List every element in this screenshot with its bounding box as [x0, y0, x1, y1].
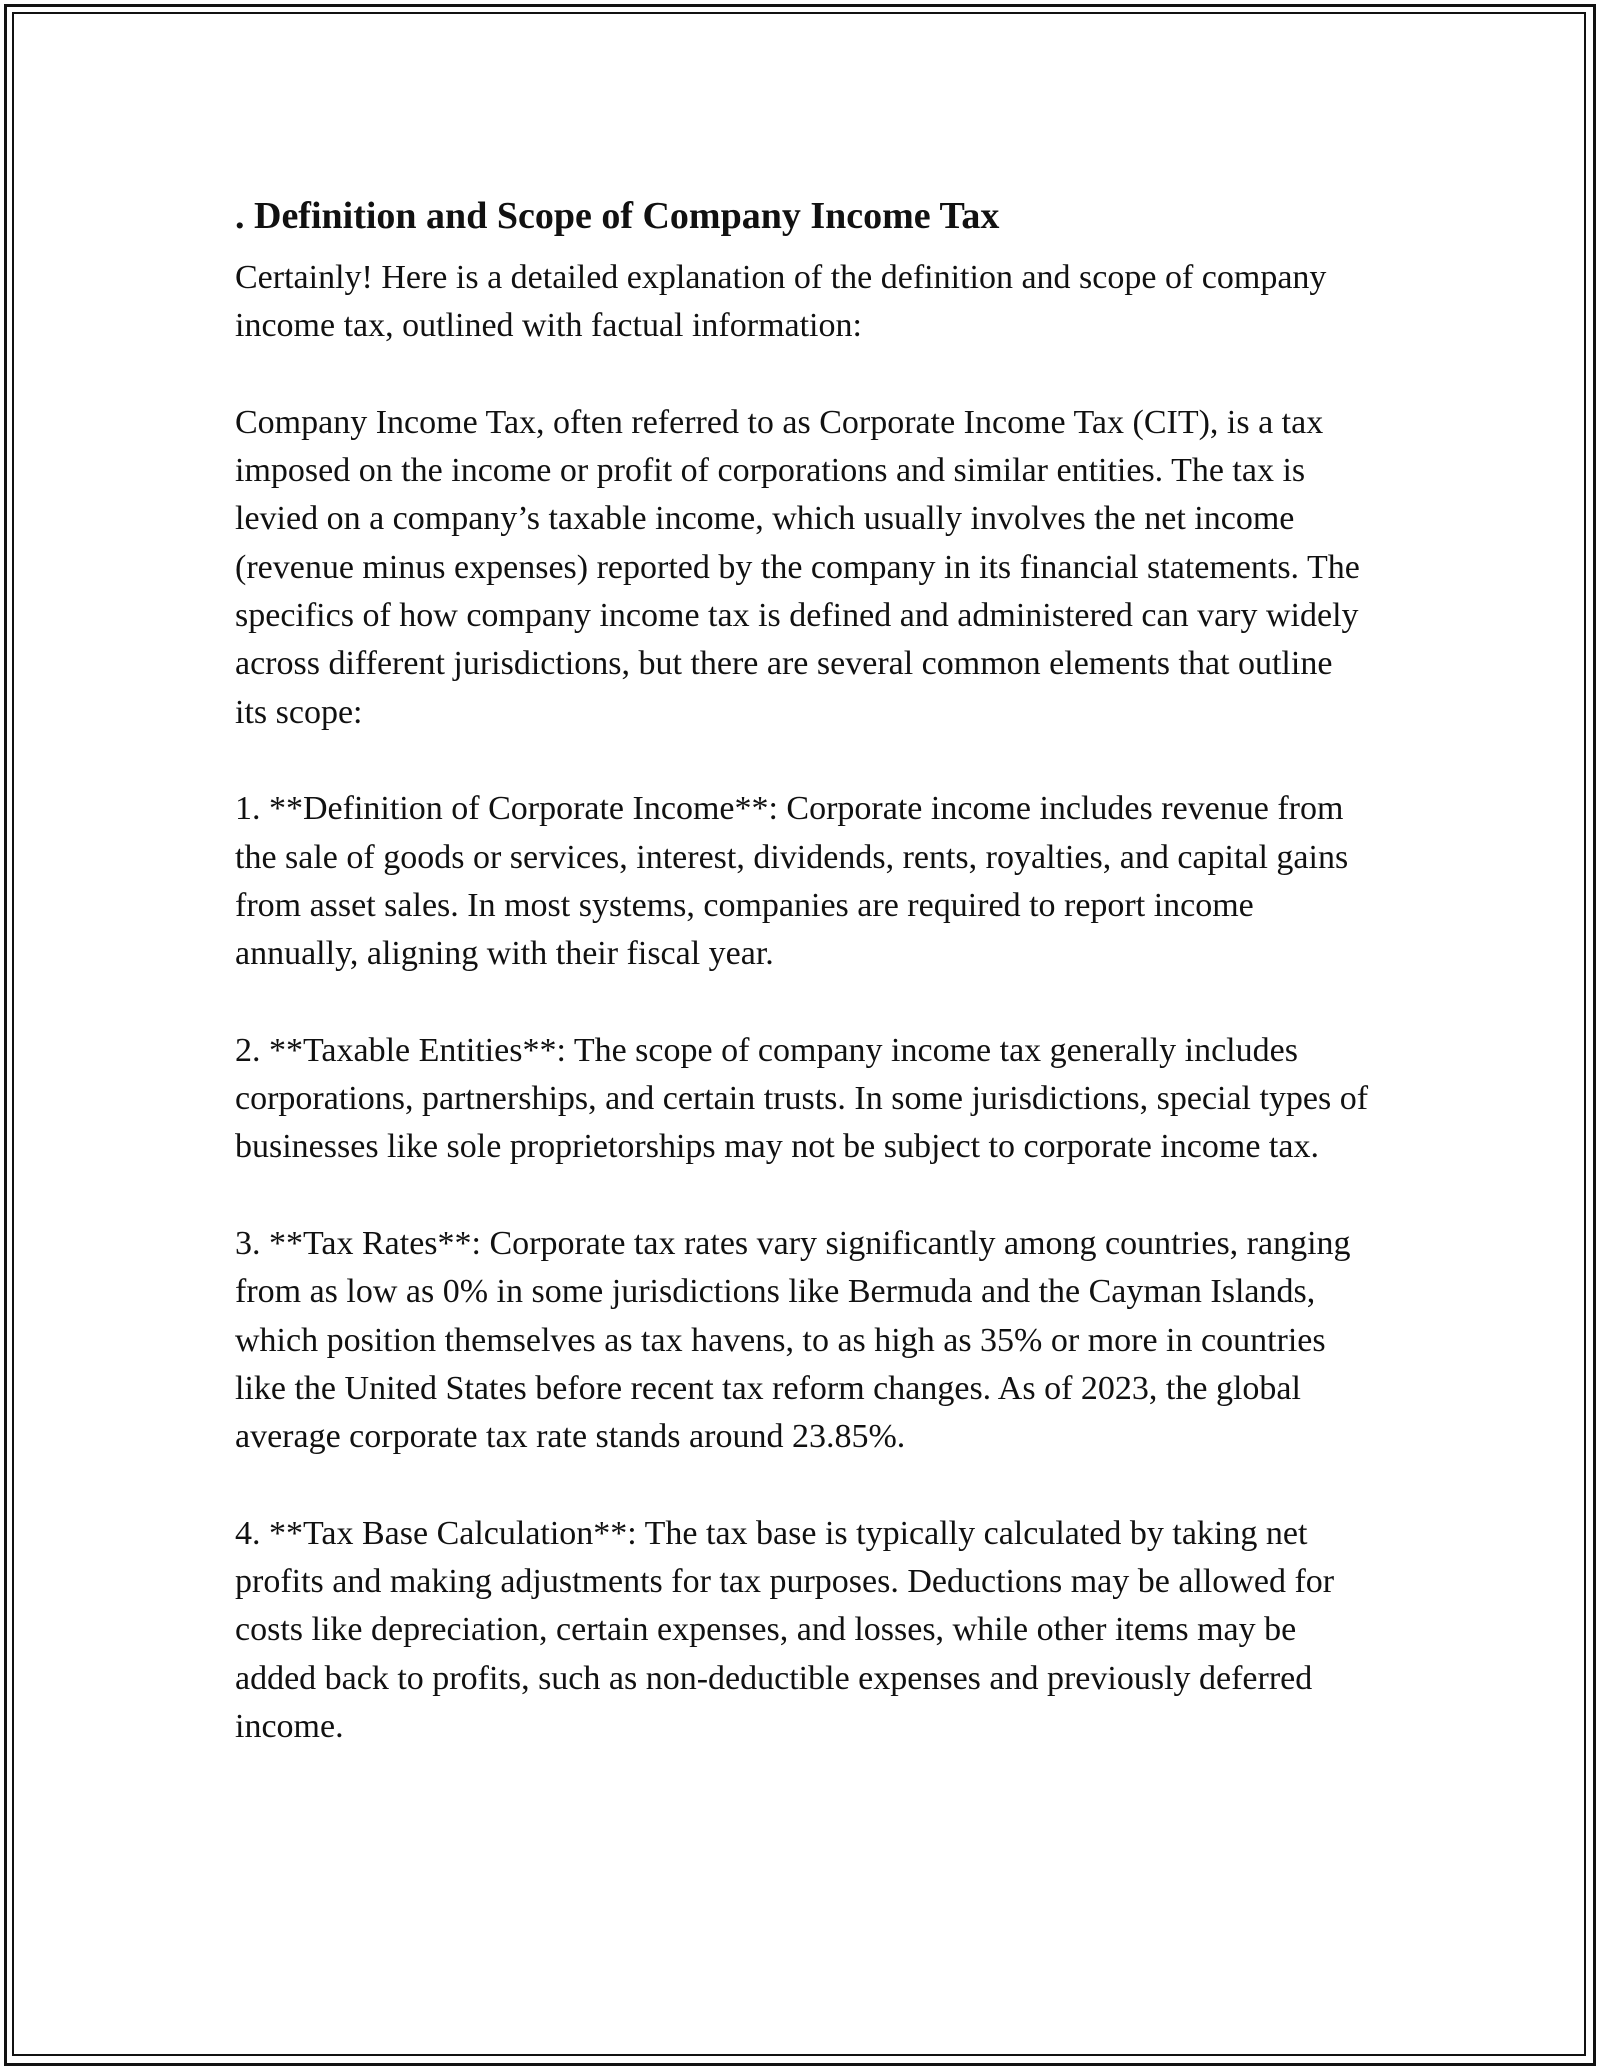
list-item-taxable-entities: 2. **Taxable Entities**: The scope of company income tax generally includes corporations, partnerships, and certain trusts. In some jurisdictions, special types of businesses like sole proprietorships may not be subject to corporate income tax. — [235, 1031, 1369, 1166]
overview-paragraph: Company Income Tax, often referred to as Corporate Income Tax (CIT), is a tax imposed on the income or profit of corporations and similar entities. The tax is levied on a company’s taxable income, which usually involves the net income (revenue minus expenses) reported by the company in its financial statements. The specifics of how company income tax is defined and administered can vary widely across different jurisdictions, but there are several common elements that outline its scope: — [235, 403, 1360, 731]
list-item-tax-base: 4. **Tax Base Calculation**: The tax base is typically calculated by taking net profits and making adjustments for tax purposes. Deductions may be allowed for costs like depreciation, certain expenses, and losses, while other items may be added back to profits, such as non-deductible expenses and previously deferred income. — [235, 1514, 1335, 1745]
document-body — [235, 180, 1370, 1751]
intro-paragraph: Certainly! Here is a detailed explanation of the definition and scope of company income tax, outlined with factual information: — [235, 259, 1327, 345]
list-item-corporate-income: 1. **Definition of Corporate Income**: Corporate income includes revenue from the sale of goods or services, interest, dividends, rents, royalties, and capital gains from asset sales. In most systems, companies are required to report income annually, aligning with their fiscal year. — [235, 790, 1349, 973]
list-item-tax-rates: 3. **Tax Rates**: Corporate tax rates vary significantly among countries, ranging from as low as 0% in some jurisdictions like Bermuda and the Cayman Islands, which position themselves as tax havens, to as high as 35% or more in countries like the United States before recent tax reform changes. As of 2023, the global average corporate tax rate stands around 23.85%. — [235, 1224, 1351, 1456]
document-title: . Definition and Scope of Company Income Tax — [235, 195, 1000, 237]
